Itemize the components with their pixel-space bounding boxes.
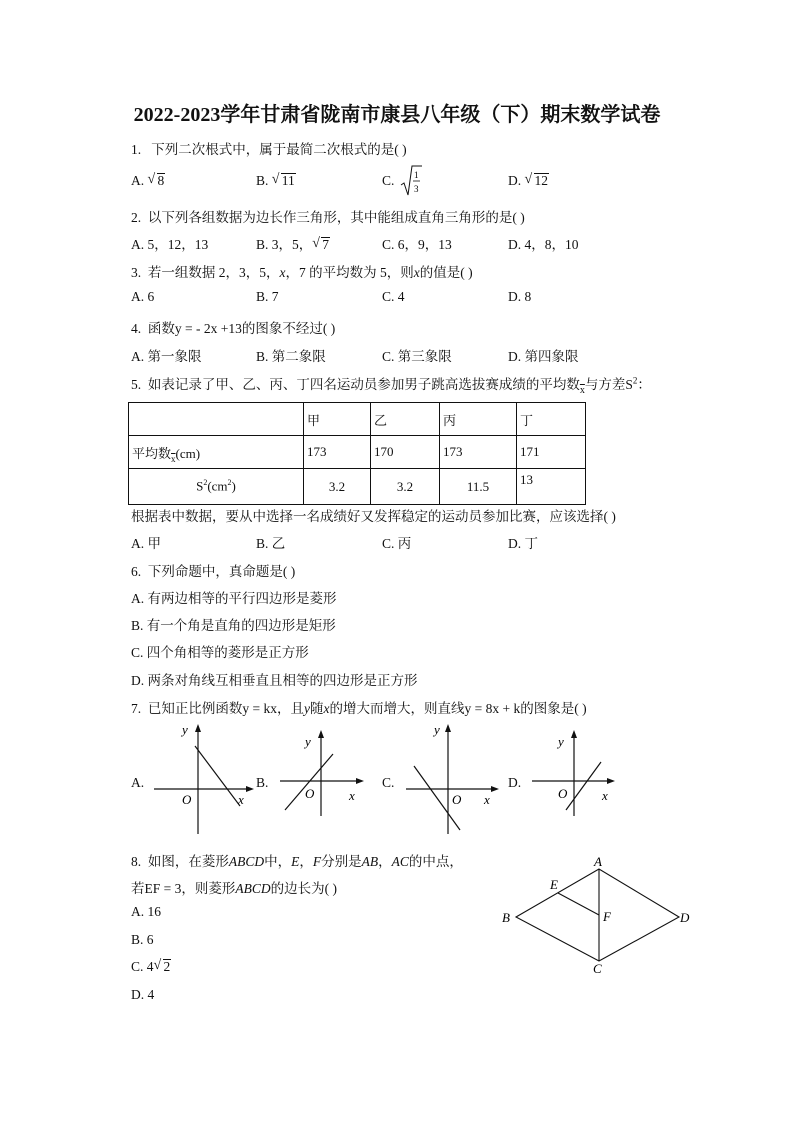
- q-text: 下列二次根式中，属于最简二次根式的是( ): [151, 142, 407, 157]
- q4-option-b: B. 第二象限: [256, 349, 326, 364]
- q5-option-b: B. 乙: [256, 536, 286, 551]
- svg-text:B: B: [502, 910, 510, 925]
- svg-text:x: x: [602, 788, 608, 803]
- svg-text:C: C: [593, 961, 602, 976]
- q1-option-b: B. √ 11: [256, 172, 295, 188]
- q6-option-d: D. 两条对角线互相垂直且相等的四边形是正方形: [131, 673, 418, 688]
- q3-option-b: B. 7: [256, 289, 279, 304]
- svg-text:x: x: [238, 792, 244, 807]
- question-8: 8. 如图，在菱形ABCD中，E，F分别是AB，AC的中点，: [131, 854, 463, 869]
- svg-text:E: E: [550, 877, 558, 892]
- q-number: 1.: [131, 142, 142, 157]
- question-5: 5. 如表记录了甲、乙、丙、丁四名运动员参加男子跳高选拔赛成绩的平均数$_{\overline{x}}$与方差$S^2$：: [131, 375, 651, 396]
- q2-option-d: D. 4，8，10: [508, 237, 579, 252]
- q3-option-d: D. 8: [508, 289, 532, 304]
- graph-d: [528, 728, 618, 818]
- sqrt-fraction: [400, 165, 422, 197]
- graph-label-c: C.: [382, 775, 395, 790]
- svg-text:x: x: [349, 788, 355, 803]
- rhombus-figure: [498, 855, 698, 980]
- q3-option-a: A. 6: [131, 289, 155, 304]
- svg-text:O: O: [558, 786, 568, 801]
- table-row: 平均数$_{\overline{x}}$(cm) 173 170 173 171: [129, 436, 586, 469]
- question-8-line2: 若EF = 3，则菱形ABCD的边长为( ): [131, 881, 337, 896]
- svg-text:y: y: [434, 722, 440, 737]
- svg-text:O: O: [305, 786, 315, 801]
- svg-text:O: O: [182, 792, 192, 807]
- q8-option-b: B. 6: [131, 932, 154, 947]
- svg-text:A: A: [594, 855, 602, 869]
- question-6: 6. 下列命题中，真命题是( ): [131, 564, 296, 579]
- q2-option-c: C. 6，9，13: [382, 237, 452, 252]
- q5-option-a: A. 甲: [131, 536, 161, 551]
- q4-option-c: C. 第三象限: [382, 349, 452, 364]
- svg-text:D: D: [680, 910, 690, 925]
- page-title: 2022-2023学年甘肃省陇南市康县八年级（下）期末数学试卷: [133, 104, 661, 126]
- q4-option-d: D. 第四象限: [508, 349, 579, 364]
- q8-option-c: C. 4 √ 2: [131, 958, 171, 974]
- q2-option-b: B. 3，5， √ 7: [256, 236, 330, 252]
- q8-option-d: D. 4: [131, 987, 155, 1002]
- q1-option-a: A. √ 8: [131, 172, 165, 188]
- formula: y = - 2x +13: [174, 321, 242, 336]
- question-5-prompt: 根据表中数据，要从中选择一名成绩好又发挥稳定的运动员参加比赛，应该选择( ): [131, 509, 616, 524]
- q5-option-c: C. 丙: [382, 536, 412, 551]
- svg-text:F: F: [603, 909, 611, 924]
- question-4: 4. 函数y = - 2x +13的图象不经过( ): [131, 321, 336, 336]
- svg-text:x: x: [484, 792, 490, 807]
- svg-text:y: y: [182, 722, 188, 737]
- question-7: 7. 已知正比例函数y = kx，且y随x的增大而增大，则直线y = 8x + k的图象是( ): [131, 701, 587, 716]
- svg-text:3: 3: [413, 184, 419, 194]
- question-3: 3. 若一组数据 2，3，5，x，7 的平均数为 5，则x的值是( ): [131, 265, 473, 280]
- q8-option-a: A. 16: [131, 904, 161, 919]
- table-row: $S^2(cm^2)$ 3.2 3.2 11.5 13: [129, 469, 586, 505]
- q6-option-b: B. 有一个角是直角的四边形是矩形: [131, 618, 336, 633]
- question-2: 2. 以下列各组数据为边长作三角形，其中能组成直角三角形的是( ): [131, 210, 525, 225]
- svg-text:O: O: [452, 792, 462, 807]
- graph-label-b: B.: [256, 775, 269, 790]
- q4-option-a: A. 第一象限: [131, 349, 202, 364]
- q5-option-d: D. 丁: [508, 536, 538, 551]
- svg-text:1: 1: [413, 170, 419, 180]
- table-row: 甲 乙 丙 丁: [129, 403, 586, 436]
- q3-option-c: C. 4: [382, 289, 405, 304]
- svg-text:y: y: [305, 734, 311, 749]
- q6-option-a: A. 有两边相等的平行四边形是菱形: [131, 591, 337, 606]
- q6-option-c: C. 四个角相等的菱形是正方形: [131, 645, 309, 660]
- graph-b: [277, 728, 365, 818]
- q1-option-c: C. 1 3: [382, 165, 422, 197]
- graph-label-d: D.: [508, 775, 522, 790]
- svg-text:y: y: [558, 734, 564, 749]
- question-1: [131, 138, 407, 158]
- q1-option-d: D. √ 12: [508, 172, 548, 188]
- q2-option-a: A. 5，12，13: [131, 237, 209, 252]
- graph-label-a: A.: [131, 775, 145, 790]
- score-table: [128, 402, 586, 505]
- graph-a: [150, 722, 255, 837]
- graph-c: [400, 722, 500, 837]
